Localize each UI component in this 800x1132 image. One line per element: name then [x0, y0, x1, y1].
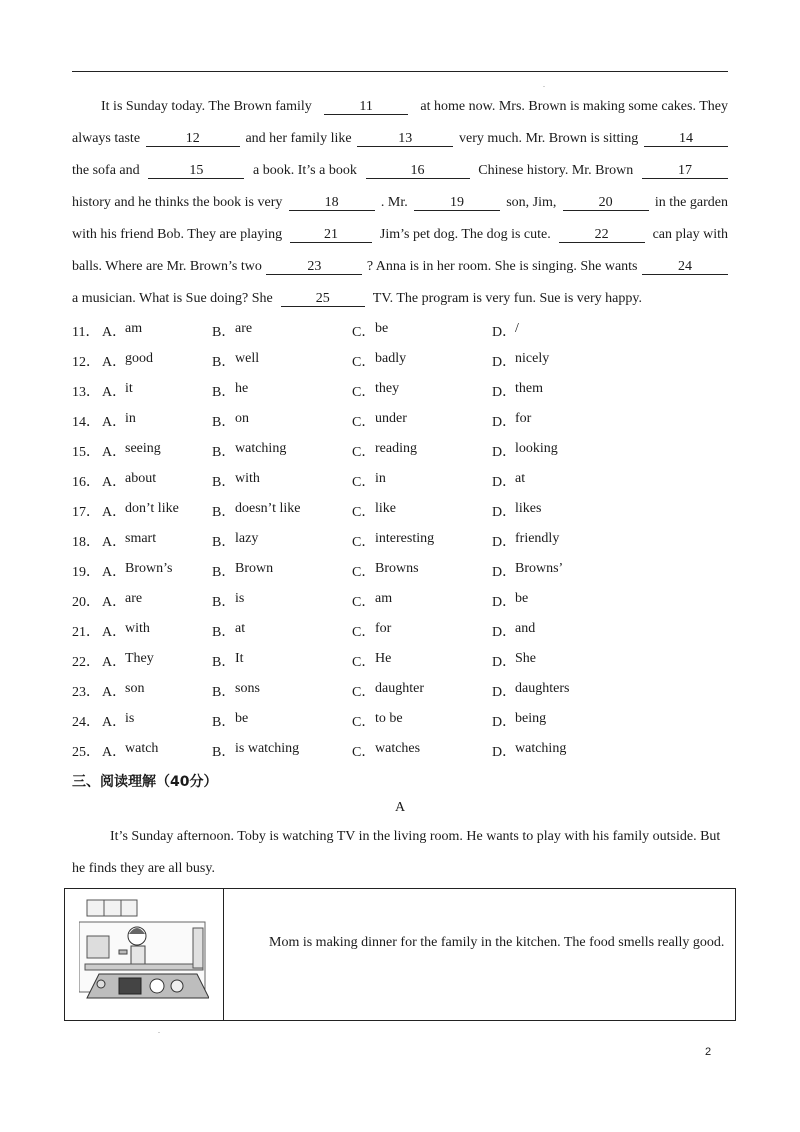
option-d[interactable]: them — [515, 381, 543, 396]
kitchen-illustration — [79, 898, 209, 1010]
option-b[interactable]: Brown — [235, 561, 274, 576]
question-number: 18． — [72, 535, 100, 550]
passage-text: son, Jim, — [506, 195, 557, 210]
blank-22[interactable]: 22 — [559, 227, 645, 243]
option-d[interactable]: being — [515, 711, 547, 726]
option-b[interactable]: on — [235, 411, 249, 426]
question-number: 17． — [72, 505, 100, 520]
option-row — [72, 651, 728, 671]
option-c[interactable]: for — [375, 621, 392, 636]
question-number: 16． — [72, 475, 100, 490]
option-a-letter: A． — [102, 745, 127, 760]
option-c-letter: C． — [352, 535, 376, 550]
option-b-letter: B． — [212, 325, 236, 340]
option-d-letter: D． — [492, 445, 517, 460]
option-a[interactable]: Brown’s — [125, 561, 173, 576]
passage-line — [72, 291, 728, 307]
option-c-letter: C． — [352, 325, 376, 340]
option-d[interactable]: looking — [515, 441, 558, 456]
passage-text: a book. It’s a book — [253, 163, 357, 178]
option-a-letter: A． — [102, 595, 127, 610]
option-c[interactable]: they — [375, 381, 400, 396]
option-row — [72, 321, 728, 341]
option-c-letter: C． — [352, 745, 376, 760]
blank-16[interactable]: 16 — [366, 163, 470, 179]
option-b-letter: B． — [212, 685, 236, 700]
option-a[interactable]: is — [125, 711, 135, 726]
option-b[interactable]: with — [235, 471, 260, 486]
table-row-1-text: Mom is making dinner for the family in the kitchen. The food smells really good. — [269, 935, 725, 950]
reading-table — [64, 888, 736, 1021]
passage-text: Jim’s pet dog. The dog is cute. — [379, 227, 551, 242]
passage-text: balls. Where are Mr. Brown’s two — [72, 259, 262, 274]
speck: . — [158, 1026, 160, 1035]
section-title: 三、阅读理解（40分） — [72, 774, 218, 790]
option-a[interactable]: about — [125, 471, 157, 486]
passage-text: very much. Mr. Brown is sitting — [458, 131, 639, 146]
option-c[interactable]: Browns — [375, 561, 419, 576]
option-b[interactable]: at — [235, 621, 246, 636]
option-d[interactable]: likes — [515, 501, 542, 516]
option-b[interactable]: doesn’t like — [235, 501, 301, 516]
option-a-letter: A． — [102, 355, 127, 370]
question-number: 19． — [72, 565, 100, 580]
option-a[interactable]: don’t like — [125, 501, 179, 516]
blank-12[interactable]: 12 — [146, 131, 240, 147]
option-d-letter: D． — [492, 715, 517, 730]
option-a-letter: A． — [102, 715, 127, 730]
option-row — [72, 711, 728, 731]
option-b-letter: B． — [212, 475, 236, 490]
option-c[interactable]: to be — [375, 711, 403, 726]
option-c[interactable]: interesting — [375, 531, 435, 546]
passage-text: a musician. What is Sue doing? She — [72, 291, 273, 306]
option-a-letter: A． — [102, 685, 127, 700]
option-c[interactable]: under — [375, 411, 407, 426]
option-c-letter: C． — [352, 625, 376, 640]
option-a[interactable]: watch — [125, 741, 159, 756]
option-d-letter: D． — [492, 655, 517, 670]
option-c-letter: C． — [352, 385, 376, 400]
option-a-letter: A． — [102, 445, 127, 460]
passage-text: and her family like — [245, 131, 352, 146]
option-b[interactable]: is watching — [235, 741, 300, 756]
passage-line — [72, 99, 728, 115]
option-b[interactable]: be — [235, 711, 249, 726]
blank-23[interactable]: 23 — [266, 259, 362, 275]
option-d-letter: D． — [492, 565, 517, 580]
option-b-letter: B． — [212, 595, 236, 610]
option-b[interactable]: watching — [235, 441, 287, 456]
option-a-letter: A． — [102, 415, 127, 430]
option-a-letter: A． — [102, 625, 127, 640]
passage-text: can play with — [652, 227, 728, 242]
blank-19[interactable]: 19 — [414, 195, 500, 211]
option-d-letter: D． — [492, 535, 517, 550]
option-a[interactable]: are — [125, 591, 143, 606]
option-row — [72, 351, 728, 371]
passage-line — [72, 259, 728, 275]
option-row — [72, 381, 728, 401]
option-a[interactable]: good — [125, 351, 153, 366]
question-number: 20． — [72, 595, 100, 610]
option-row — [72, 531, 728, 551]
option-row — [72, 441, 728, 461]
option-b[interactable]: is — [235, 591, 245, 606]
blank-20[interactable]: 20 — [563, 195, 649, 211]
blank-14[interactable]: 14 — [644, 131, 728, 147]
passage-text: the sofa and — [72, 163, 140, 178]
passage-line — [72, 163, 728, 179]
option-b[interactable]: It — [235, 651, 244, 666]
intro-line-1: It’s Sunday afternoon. Toby is watching TV in the living room. He wants to play with his family outside. But — [110, 829, 721, 844]
option-row — [72, 591, 728, 611]
option-b-letter: B． — [212, 745, 236, 760]
option-c[interactable]: am — [375, 591, 393, 606]
option-d[interactable]: be — [515, 591, 529, 606]
option-d-letter: D． — [492, 475, 517, 490]
option-b[interactable]: are — [235, 321, 253, 336]
option-a[interactable]: am — [125, 321, 143, 336]
option-c[interactable]: in — [375, 471, 386, 486]
question-number: 13． — [72, 385, 100, 400]
option-b[interactable]: sons — [235, 681, 260, 696]
option-d-letter: D． — [492, 685, 517, 700]
option-row — [72, 621, 728, 641]
option-b-letter: B． — [212, 625, 236, 640]
option-d-letter: D． — [492, 325, 517, 340]
option-c-letter: C． — [352, 565, 376, 580]
option-b-letter: B． — [212, 565, 236, 580]
question-number: 23． — [72, 685, 100, 700]
passage-text: It is Sunday today. The Brown family — [101, 99, 312, 114]
question-number: 12． — [72, 355, 100, 370]
blank-17[interactable]: 17 — [642, 163, 728, 179]
blank-18[interactable]: 18 — [289, 195, 375, 211]
option-c[interactable]: watches — [375, 741, 421, 756]
option-a-letter: A． — [102, 325, 127, 340]
question-number: 11． — [72, 325, 100, 340]
option-a-letter: A． — [102, 385, 127, 400]
option-a-letter: A． — [102, 565, 127, 580]
option-c[interactable]: reading — [375, 441, 417, 456]
option-c-letter: C． — [352, 505, 376, 520]
option-a[interactable]: it — [125, 381, 133, 396]
option-b-letter: B． — [212, 715, 236, 730]
option-c-letter: C． — [352, 655, 376, 670]
blank-13[interactable]: 13 — [357, 131, 453, 147]
blank-24[interactable]: 24 — [642, 259, 728, 275]
option-c[interactable]: daughter — [375, 681, 424, 696]
passage-text: with his friend Bob. They are playing — [72, 227, 283, 242]
option-a[interactable]: in — [125, 411, 136, 426]
option-b-letter: B． — [212, 655, 236, 670]
option-c[interactable]: He — [375, 651, 392, 666]
option-c-letter: C． — [352, 475, 376, 490]
option-a[interactable]: smart — [125, 531, 157, 546]
option-a[interactable]: seeing — [125, 441, 161, 456]
option-d-letter: D． — [492, 385, 517, 400]
option-d[interactable]: and — [515, 621, 536, 636]
passage-line — [72, 131, 728, 147]
option-d[interactable]: friendly — [515, 531, 560, 546]
option-d-letter: D． — [492, 355, 517, 370]
option-d[interactable]: at — [515, 471, 526, 486]
option-b-letter: B． — [212, 535, 236, 550]
question-number: 14． — [72, 415, 100, 430]
header-rule — [72, 71, 728, 72]
option-row — [72, 501, 728, 521]
option-c-letter: C． — [352, 715, 376, 730]
option-d[interactable]: daughters — [515, 681, 570, 696]
passage-text: . Mr. — [380, 195, 408, 210]
option-c-letter: C． — [352, 415, 376, 430]
option-d[interactable]: watching — [515, 741, 567, 756]
blank-11[interactable]: 11 — [324, 99, 408, 115]
blank-25[interactable]: 25 — [281, 291, 365, 307]
question-number: 15． — [72, 445, 100, 460]
question-number: 25． — [72, 745, 100, 760]
option-a-letter: A． — [102, 655, 127, 670]
option-d-letter: D． — [492, 595, 517, 610]
passage-text: Chinese history. Mr. Brown — [478, 163, 634, 178]
option-d-letter: D． — [492, 505, 517, 520]
option-c[interactable]: badly — [375, 351, 407, 366]
passage-text: at home now. Mrs. Brown is making some cakes. They — [420, 99, 728, 114]
intro-line-2: he finds they are all busy. — [72, 861, 215, 876]
question-number: 22． — [72, 655, 100, 670]
option-b[interactable]: he — [235, 381, 249, 396]
blank-15[interactable]: 15 — [148, 163, 244, 179]
option-a[interactable]: They — [125, 651, 154, 666]
question-number: 24． — [72, 715, 100, 730]
option-d-letter: D． — [492, 415, 517, 430]
option-a-letter: A． — [102, 535, 127, 550]
option-d-letter: D． — [492, 625, 517, 640]
passage-text: TV. The program is very fun. Sue is very happy. — [372, 291, 642, 306]
speck: . — [543, 80, 545, 89]
option-row — [72, 561, 728, 581]
option-a-letter: A． — [102, 505, 127, 520]
option-c-letter: C． — [352, 445, 376, 460]
option-c-letter: C． — [352, 595, 376, 610]
option-d-letter: D． — [492, 745, 517, 760]
option-a[interactable]: son — [125, 681, 145, 696]
option-d[interactable]: for — [515, 411, 532, 426]
passage-line — [72, 227, 728, 243]
page-number: 2 — [705, 1046, 712, 1058]
option-d[interactable]: / — [515, 321, 519, 336]
passage-text: history and he thinks the book is very — [72, 195, 283, 210]
passage-text: in the garden — [654, 195, 728, 210]
passage-text: ? Anna is in her room. She is singing. She wants — [366, 259, 638, 274]
option-row — [72, 741, 728, 761]
option-c-letter: C． — [352, 685, 376, 700]
option-row — [72, 681, 728, 701]
passage-line — [72, 195, 728, 211]
option-c[interactable]: be — [375, 321, 389, 336]
option-b-letter: B． — [212, 355, 236, 370]
option-d[interactable]: She — [515, 651, 536, 666]
option-a[interactable]: with — [125, 621, 150, 636]
blank-21[interactable]: 21 — [290, 227, 372, 243]
option-b-letter: B． — [212, 385, 236, 400]
option-b-letter: B． — [212, 445, 236, 460]
option-b-letter: B． — [212, 505, 236, 520]
option-d[interactable]: Browns’ — [515, 561, 564, 576]
table-divider — [223, 889, 224, 1020]
option-row — [72, 411, 728, 431]
option-c[interactable]: like — [375, 501, 396, 516]
passage-label: A — [394, 800, 406, 815]
option-d[interactable]: nicely — [515, 351, 550, 366]
passage-text: always taste — [72, 131, 141, 146]
option-row — [72, 471, 728, 491]
option-b[interactable]: well — [235, 351, 260, 366]
option-c-letter: C． — [352, 355, 376, 370]
option-a-letter: A． — [102, 475, 127, 490]
option-b-letter: B． — [212, 415, 236, 430]
question-number: 21． — [72, 625, 100, 640]
option-b[interactable]: lazy — [235, 531, 259, 546]
